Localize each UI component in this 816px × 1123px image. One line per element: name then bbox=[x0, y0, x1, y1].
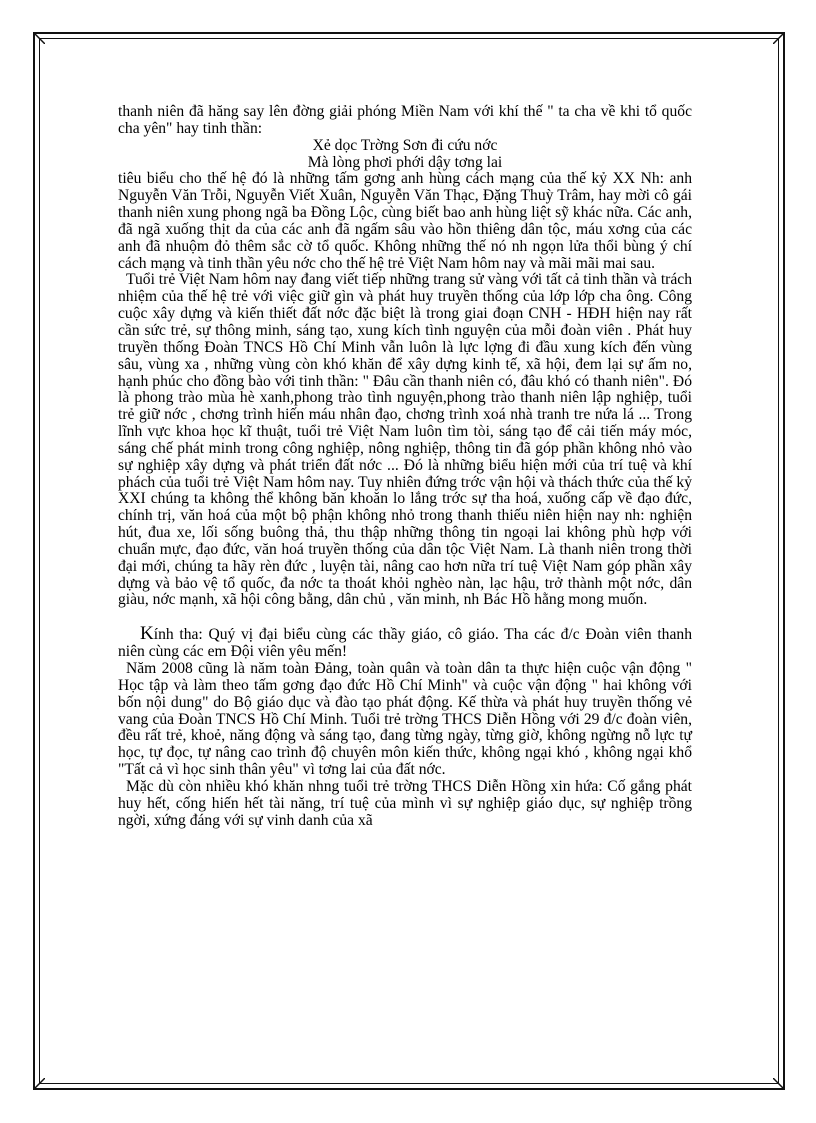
promise-paragraph: Mặc dù còn nhiều khó khăn nhng tuổi trẻ trờng THCS Diễn Hồng xin hứa: Cố gắng phát huy hết, cống hiến hết tài năng, trí tuệ của mình vì sự nghiệp giáo dục, sự nghiệp trồng ngời, xứng đáng với sự vinh danh của xã bbox=[118, 777, 692, 829]
corner-ornament-bottom-left bbox=[35, 1078, 45, 1088]
paragraph-gap bbox=[118, 609, 692, 626]
heroes-paragraph: tiêu biểu cho thế hệ đó là những tấm gơng anh hùng cách mạng của thế kỷ XX Nh: anh Nguyễn Văn Trỗi, Nguyễn Viết Xuân, Nguyễn Văn Thạc, Đặng Thuỳ Trâm, hay mời cô gái thanh niên xung phong ngã ba Đồng Lộc, cùng biết bao anh hùng liệt sỹ khác nữa. Các anh, đã ngã xuống thịt da của các anh đã ngấm sâu vào hồn thiêng dân tộc, máu xơng của các anh đã nhuộm đỏ thêm sắc cờ tổ quốc. Không những thế nó nh ngọn lửa thổi bùng ý chí cách mạng và tinh thần yêu nớc cho thế hệ trẻ Việt Nam hôm nay và mãi mãi mai sau. bbox=[118, 170, 692, 272]
document-body bbox=[118, 104, 692, 829]
corner-ornament-top-right bbox=[773, 34, 783, 44]
poem-line-2: Mà lòng phơi phới dậy tơng lai bbox=[307, 153, 503, 171]
intro-paragraph: thanh niên đã hăng say lên đờng giải phóng Miền Nam với khí thế " ta cha về khi tổ quốc cha yên" hay tinh thần: bbox=[118, 103, 692, 137]
greeting-initial: K bbox=[140, 623, 154, 645]
corner-ornament-top-left bbox=[35, 34, 45, 44]
campaign-2008-paragraph: Năm 2008 cũng là năm toàn Đảng, toàn quân và toàn dân ta thực hiện cuộc vận động " Học tập và làm theo tấm gơng đạo đức Hồ Chí Minh" và cuộc vận động " hai không với bốn nội dung" do Bộ giáo dục và đào tạo phát động. Kế thừa và phát huy truyền thống vẻ vang của Đoàn TNCS Hồ Chí Minh. Tuổi trẻ trờng THCS Diễn Hồng với 29 đ/c đoàn viên, đều rất trẻ, khoẻ, năng động và sáng tạo, đang từng ngày, từng giờ, không ngừng nỗ lực tự học, tự đọc, tự nâng cao trình độ chuyên môn kiến thức, không ngại khó , không ngại khổ "Tất cả vì học sinh thân yêu" vì tơng lai của đất nớc. bbox=[118, 660, 692, 779]
greeting-paragraph bbox=[118, 623, 692, 661]
greeting-text: ính tha: Quý vị đại biểu cùng các thầy giáo, cô giáo. Tha các đ/c Đoàn viên thanh niên cùng các em Đội viên yêu mến! bbox=[118, 626, 692, 661]
corner-ornament-bottom-right bbox=[773, 1078, 783, 1088]
today-paragraph: Tuổi trẻ Việt Nam hôm nay đang viết tiếp những trang sử vàng với tất cả tinh thần và trách nhiệm của thế hệ trẻ với việc giữ gìn và phát huy truyền thống của lớp lớp cha ông. Công cuộc xây dựng và kiến thiết đất nớc đặc biệt là trong giai đoạn CNH - HĐH hiện nay rất cần sức trẻ, sự thông minh, sáng tạo, xung kích tình nguyện của mỗi đoàn viên . Phát huy truyền thống Đoàn TNCS Hồ Chí Minh vẫn luôn là lực lợng đi đầu xung kích đến vùng sâu, vùng xa , những vùng còn khó khăn để xây dựng kinh tế, xã hội, đem lại sự ấm no, hạnh phúc cho đồng bào với tinh thần: " Đâu cần thanh niên có, đâu khó có thanh niên". Đó là phong trào mùa hè xanh,phong trào tình nguyện,phong trào thanh niên lập nghiệp, tuổi trẻ giữ nớc , chơng trình hiến máu nhân đạo, chơng trình xoá nhà tranh tre nứa lá ... Trong lĩnh vực khoa học kĩ thuật, tuổi trẻ Việt Nam luôn tìm tòi, sáng tạo để cải tiến máy móc, sáng chế phát minh trong công nghiệp, nông nghiệp, thông tin đã góp phần không nhỏ vào sự nghiệp xây dựng và phát triển đất nớc ... Đó là những biểu hiện mới của trí tuệ và khí phách của tuổi trẻ Việt Nam hôm nay. Tuy nhiên đứng trớc vận hội và thách thức của thế kỷ XXI chúng ta không thể không băn khoăn lo lắng trớc sự tha hoá, xuống cấp về đạo đức, chính trị, văn hoá của một bộ phận không nhỏ trong thanh thiếu niên hiện nay nh: nghiện hút, đua xe, lối sống buông thả, thu thập những thông tin ngoại lai không phù hợp với chuẩn mực, đạo đức, văn hoá truyền thống của dân tộc Việt Nam. Là thanh niên trong thời đại mới, chúng ta hãy rèn đức , luyện tài, nâng cao hơn nữa trí tuệ Việt Nam góp phần xây dựng và bảo vệ tổ quốc, đa nớc ta thoát khỏi nghèo nàn, lạc hậu, trở thành một nớc, dân giàu, nớc mạnh, xã hội công bằng, dân chủ , văn minh, nh Bác Hồ hằng mong muốn. bbox=[118, 271, 692, 609]
poem-line-1: Xẻ dọc Trờng Sơn đi cứu nớc bbox=[312, 136, 498, 154]
